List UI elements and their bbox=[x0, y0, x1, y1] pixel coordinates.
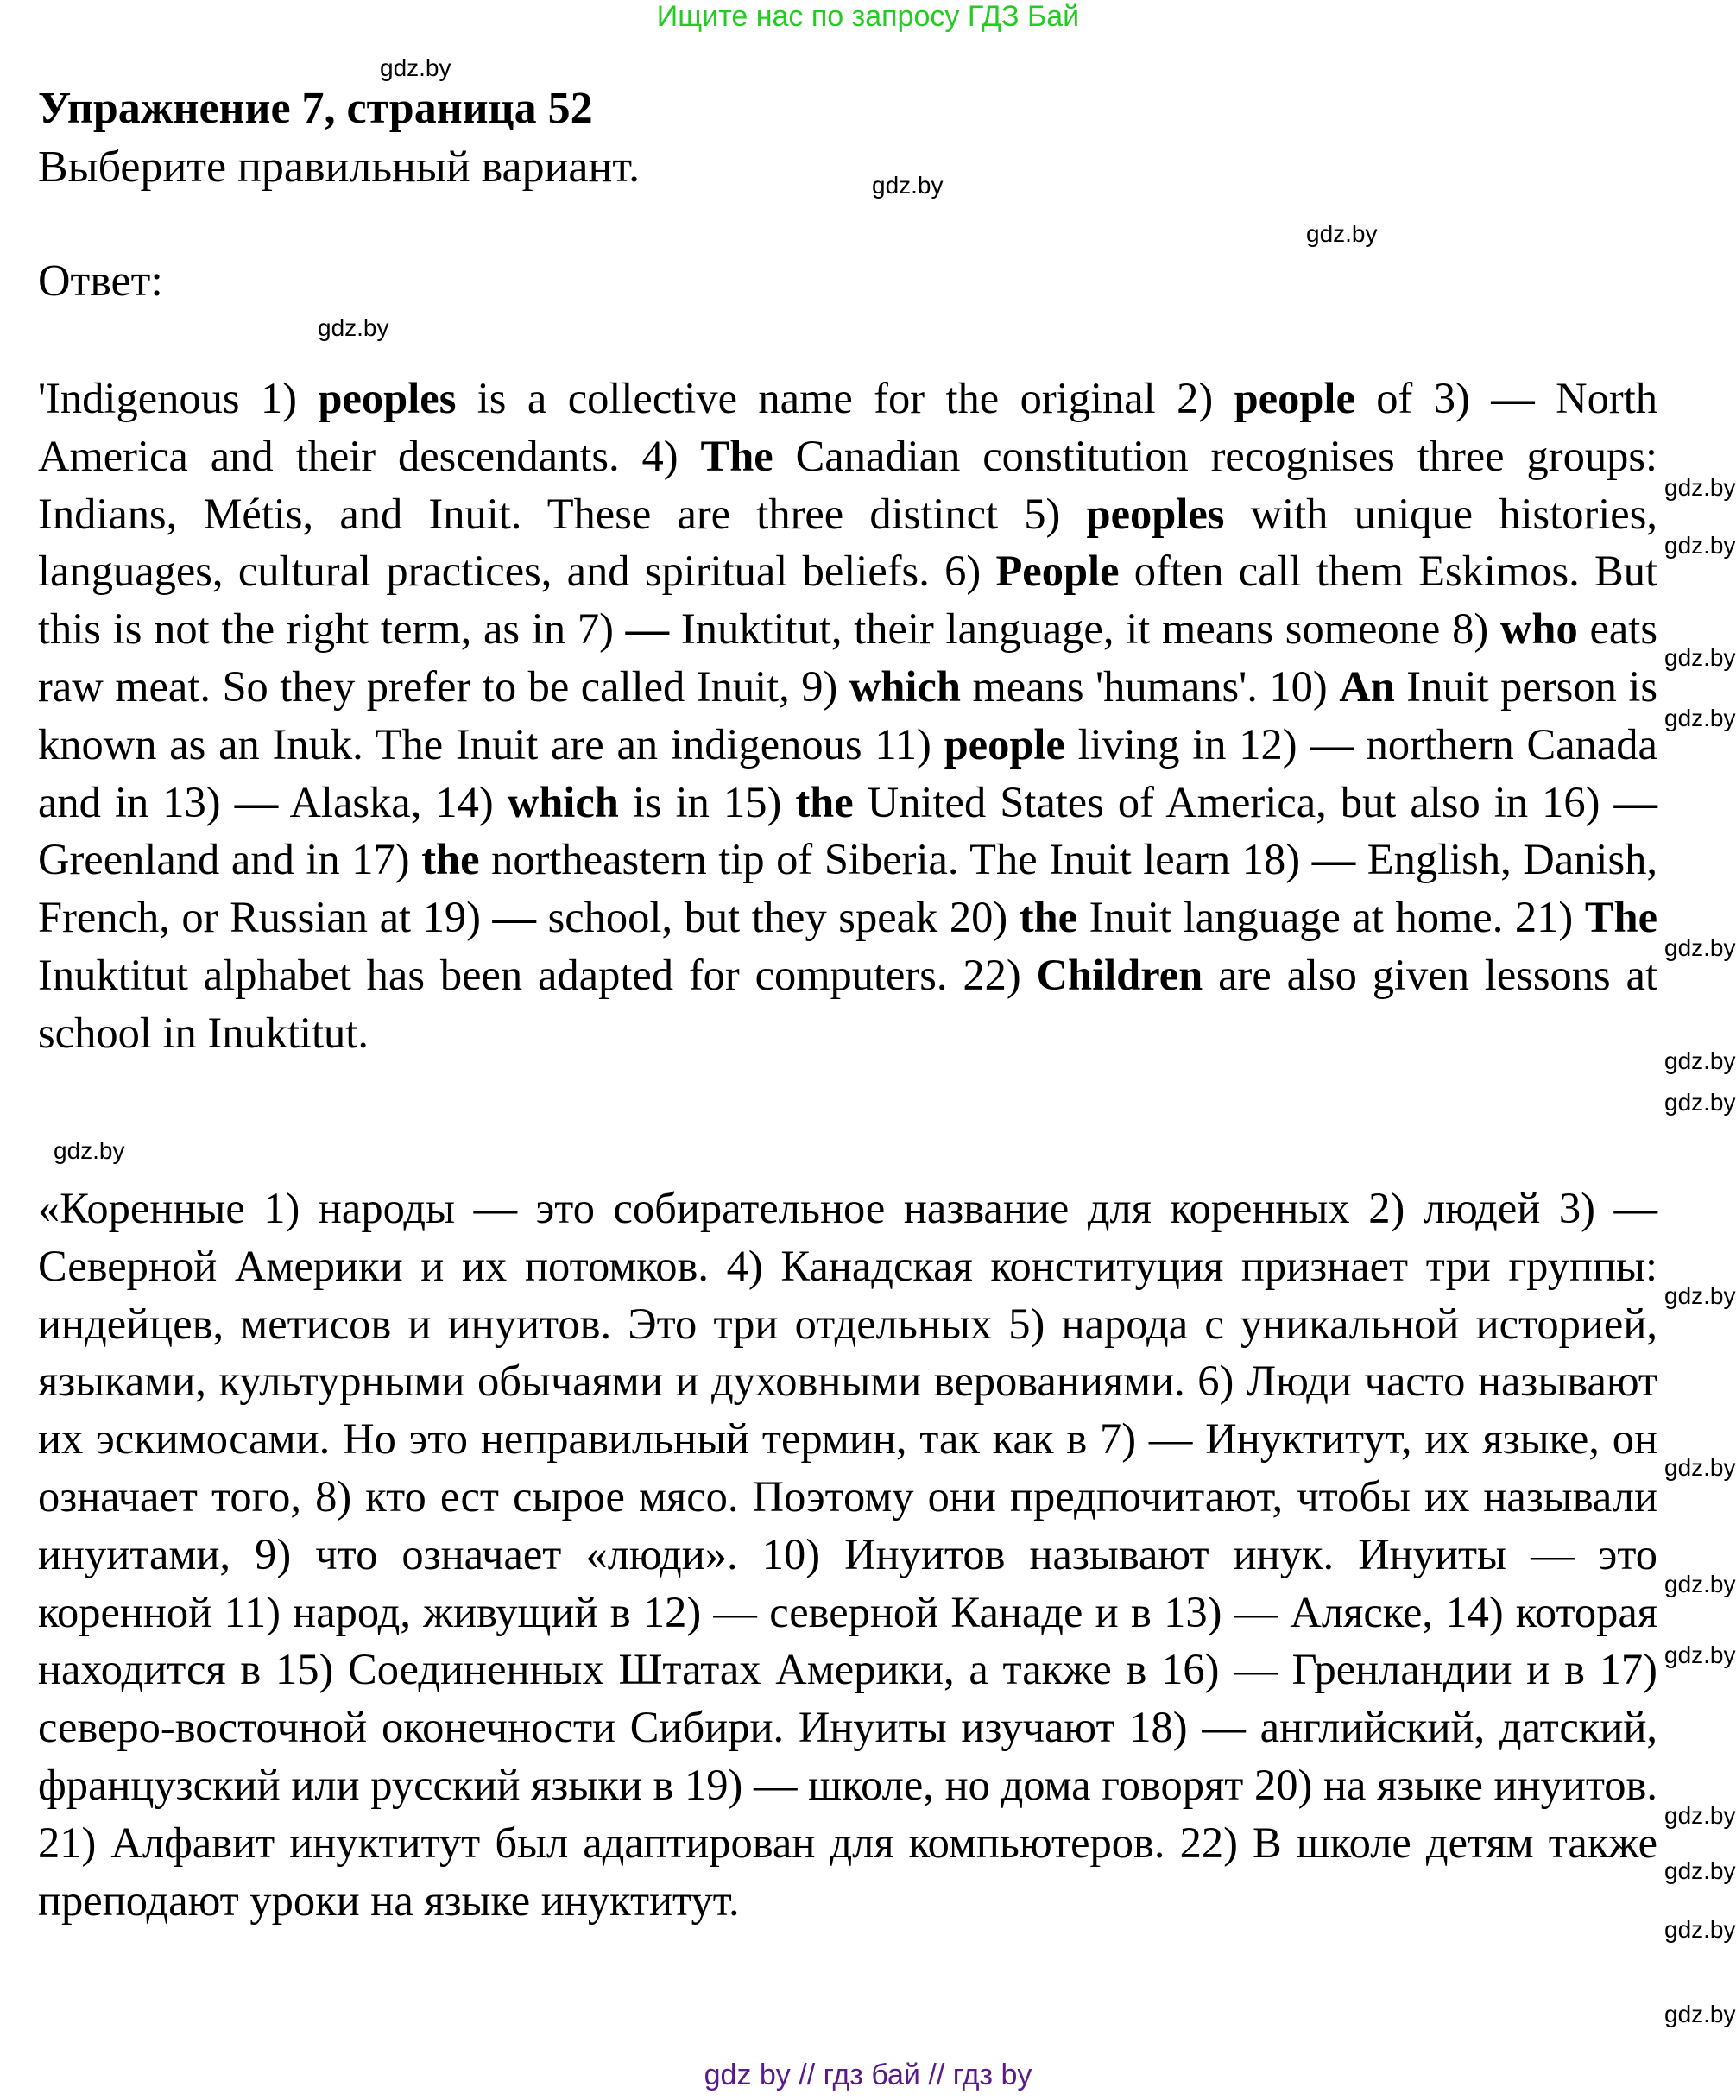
watermark: gdz.by bbox=[1664, 1857, 1736, 1884]
watermark: gdz.by bbox=[1664, 1571, 1736, 1597]
answer-word: the bbox=[795, 777, 854, 826]
english-answer-text bbox=[38, 370, 1657, 1062]
answer-word: — bbox=[492, 893, 537, 942]
text-segment: northeastern tip of Siberia. The Inuit learn 18) bbox=[479, 835, 1312, 884]
answer-word: Children bbox=[1036, 950, 1203, 999]
text-segment: Alaska, 14) bbox=[278, 777, 508, 826]
text-segment: Inuit person is known as an Inuk. The Inuit are an indigenous 11) bbox=[38, 661, 1658, 769]
answer-word: which bbox=[507, 777, 619, 826]
text-segment: is a collective name for the original 2) bbox=[456, 374, 1234, 422]
answer-word: — bbox=[625, 604, 670, 654]
text-segment: North America and their descendants. 4) bbox=[38, 374, 1657, 480]
watermark: gdz.by bbox=[1664, 2001, 1736, 2027]
text-segment: of 3) bbox=[1354, 374, 1492, 422]
text-segment: English, Danish, French, or Russian at 19) bbox=[38, 835, 1657, 942]
watermark: gdz.by bbox=[1664, 644, 1736, 671]
watermark: gdz.by bbox=[1664, 1641, 1736, 1668]
watermark: gdz.by bbox=[1664, 1282, 1736, 1309]
answer-word: An bbox=[1339, 661, 1395, 711]
text-segment: Greenland and in 17) bbox=[38, 835, 422, 884]
answer-word: the bbox=[421, 835, 480, 884]
watermark: gdz.by bbox=[1664, 1802, 1736, 1829]
answer-word: People bbox=[995, 547, 1120, 596]
text-segment: Inuktitut alphabet has been adapted for computers. 22) bbox=[38, 950, 1037, 999]
watermark: gdz.by bbox=[318, 314, 389, 341]
text-segment: Inuktitut, their language, it means someone 8) bbox=[669, 604, 1500, 654]
page-title: Упражнение 7, страница 52 bbox=[38, 84, 593, 133]
answer-word: people bbox=[944, 719, 1065, 769]
answer-word: peoples bbox=[1086, 489, 1225, 538]
text-segment: with unique histories, languages, cultural practices, and spiritual beliefs. 6) bbox=[38, 489, 1658, 596]
answer-word: the bbox=[1019, 893, 1078, 942]
text-segment: northern Canada and in 13) bbox=[38, 719, 1657, 826]
answer-word: — bbox=[1491, 374, 1535, 422]
answer-word: who bbox=[1499, 604, 1578, 654]
text-segment: often call them Eskimos. But this is not the right term, as in 7) bbox=[38, 547, 1657, 654]
text-segment: is in 15) bbox=[618, 777, 796, 826]
text-segment: are also given lessons at school in Inuktitut. bbox=[38, 950, 1657, 1057]
answer-word: — bbox=[1311, 835, 1356, 884]
footer-links[interactable]: gdz by // гдз бай // гдз by bbox=[704, 2059, 1032, 2091]
text-segment: Inuit language at home. 21) bbox=[1077, 893, 1585, 942]
watermark: gdz.by bbox=[1306, 220, 1378, 247]
answer-word: — bbox=[1613, 777, 1657, 826]
text-segment: Canadian constitution recognises three groups: Indians, Métis, and Inuit. These are three distinct 5) bbox=[38, 431, 1658, 538]
text-segment: United States of America, but also in 16) bbox=[853, 777, 1614, 826]
text-segment: means 'humans'. 10) bbox=[960, 661, 1340, 711]
text-segment: 'Indigenous 1) bbox=[38, 374, 319, 422]
answer-word: — bbox=[234, 777, 279, 826]
text-segment: school, but they speak 20) bbox=[536, 893, 1020, 942]
watermark: gdz.by bbox=[54, 1137, 125, 1164]
text-segment: eats raw meat. So they prefer to be called Inuit, 9) bbox=[38, 604, 1657, 711]
watermark: gdz.by bbox=[1664, 1089, 1736, 1116]
answer-word: The bbox=[1584, 893, 1657, 942]
watermark: gdz.by bbox=[1664, 1047, 1736, 1074]
answer-label: Ответ: bbox=[38, 256, 163, 306]
text-segment: living in 12) bbox=[1064, 719, 1310, 769]
watermark: gdz.by bbox=[1664, 1454, 1736, 1481]
watermark: gdz.by bbox=[380, 54, 451, 81]
watermark: gdz.by bbox=[1664, 705, 1736, 731]
answer-word: The bbox=[700, 431, 773, 480]
answer-word: which bbox=[849, 661, 961, 711]
watermark: gdz.by bbox=[1664, 1916, 1736, 1943]
answer-word: people bbox=[1234, 374, 1355, 422]
russian-translation-text: «Коренные 1) народы — это собирательное название для коренных 2) людей 3) — Северной Америки и их потомков. 4) Канадская конституция признает три группы: индейцев, метисов и инуитов. Это три отдельных 5) народа с уникальной историей, языками, культурными обычаями и духовными верованиями. 6) Люди часто называют их эскимосами. Но это неправильный термин, так как в 7) — Инуктитут, их языке, он означает того, 8) кто ест сырое мясо. Поэтому они предпочитают, чтобы их называли инуитами, 9) что означает «люди». 10) Инуитов называют инук. Инуиты — это коренной 11) народ, живущий в 12) — северной Канаде и в 13) — Аляске, 14) которая находится в 15) Соединенных Штатах Америки, а также в 16) — Гренландии и в 17) северо-восточной оконечности Сибири. Инуиты изучают 18) — английский, датский, французский или русский языки в 19) — школе, но дома говорят 20) на языке инуитов. 21) Алфавит инуктитут был адаптирован для компьютеров. 22) В школе детям также преподают уроки на языке инуктитут. bbox=[38, 1184, 1657, 1925]
watermark: gdz.by bbox=[872, 172, 944, 199]
answer-word: peoples bbox=[318, 374, 457, 422]
watermark: gdz.by bbox=[1664, 532, 1736, 559]
watermark: gdz.by bbox=[1664, 474, 1736, 501]
watermark: gdz.by bbox=[1664, 934, 1736, 961]
search-banner[interactable]: Ищите нас по запросу ГДЗ Бай bbox=[656, 0, 1080, 33]
answer-word: — bbox=[1310, 719, 1354, 769]
task-instruction: Выберите правильный вариант. bbox=[38, 142, 641, 192]
